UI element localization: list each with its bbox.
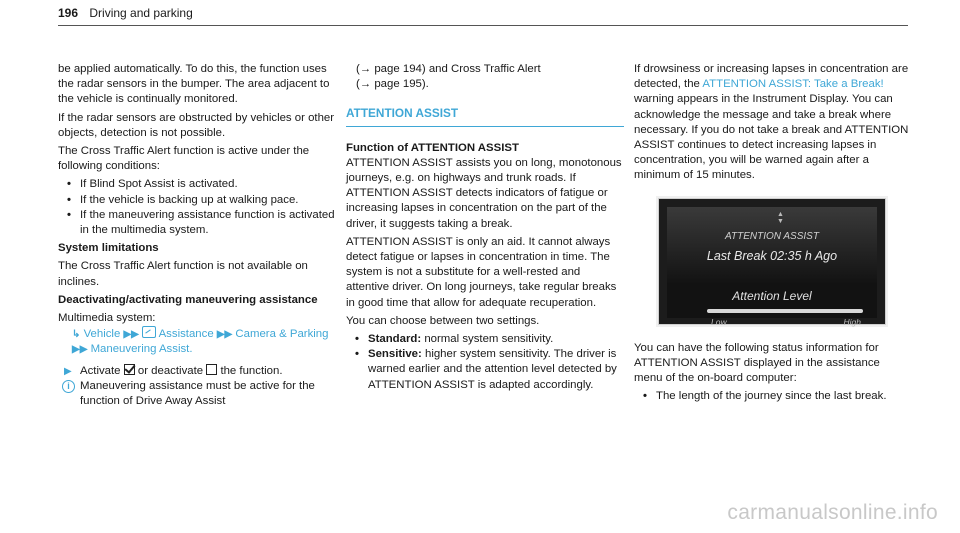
column-2 <box>346 62 624 396</box>
settings-list <box>346 332 624 393</box>
display-level-label: Attention Level <box>732 288 812 303</box>
menu-maneuvering-assist[interactable]: Maneuvering Assist. <box>90 343 193 356</box>
menu-arrow-icon: ↳ <box>72 329 81 341</box>
display-screen <box>667 207 877 327</box>
list-item: • If the vehicle is backing up at walking pace. <box>58 193 336 208</box>
section-title: ATTENTION ASSIST <box>346 106 459 121</box>
display-high-label: High <box>843 316 861 327</box>
display-last-break: Last Break 02:35 h Ago <box>706 248 838 263</box>
warning-message-link: ATTENTION ASSIST: Take a Break! <box>702 78 884 91</box>
list-item: • If the maneuvering assistance function is activated in the multimedia system. <box>67 208 335 237</box>
bullet-icon: • <box>67 178 71 191</box>
step-arrow-icon: ▶ <box>64 365 72 377</box>
checked-box-icon <box>124 364 135 375</box>
bullet-icon: • <box>355 333 359 346</box>
instrument-display-image <box>658 198 886 325</box>
double-chevron-icon: ▶▶ <box>72 344 88 356</box>
empty-box-icon <box>206 364 217 375</box>
display-low-label: Low <box>711 316 727 327</box>
paragraph: The Cross Traffic Alert function is active under the following conditions: <box>58 145 310 173</box>
heading-function: Function of ATTENTION ASSIST <box>346 141 519 154</box>
paragraph: (→ page 195). <box>356 78 429 91</box>
conditions-list <box>58 177 336 238</box>
heading-maneuvering-assistance: Deactivating/activating maneuvering assistance <box>58 293 318 306</box>
car-assist-icon <box>142 326 156 338</box>
paragraph: If the radar sensors are obstructed by vehicles or other objects, detection is not possible. <box>58 111 335 139</box>
menu-assistance[interactable]: Assistance <box>158 328 214 341</box>
attention-level-bar <box>707 309 863 313</box>
watermark: carmanualsonline.info <box>727 501 938 524</box>
paragraph: Multimedia system: <box>58 312 156 325</box>
instruction-step: ▶ Activate or deactivate the function. <box>58 364 336 379</box>
bullet-icon: • <box>355 348 359 361</box>
column-3 <box>634 62 909 407</box>
list-item: • Sensitive: higher system sensitivity. The driver is warned earlier and the attention level detected by ATTENTION ASSIST is adapted accordingly. <box>355 348 617 391</box>
paragraph: The Cross Traffic Alert function is not available on inclines. <box>58 260 308 288</box>
menu-camera-parking[interactable]: Camera & Parking <box>235 328 329 341</box>
section-divider <box>346 126 624 127</box>
heading-system-limitations: System limitations <box>58 242 159 255</box>
menu-path <box>58 326 336 357</box>
paragraph: ATTENTION ASSIST is only an aid. It cannot always detect fatigue or lapses in concentration in time. The system is not a substitute for a well-rested and attentive driver. On long journeys, take regular breaks in good time that allow for adequate recuperation. <box>346 235 617 309</box>
info-note: i Maneuvering assistance must be active for the function of Drive Away Assist <box>58 379 336 409</box>
paragraph: ATTENTION ASSIST assists you on long, monotonous journeys, e.g. on highways and trunk roads. If ATTENTION ASSIST detects indicators of fatigue or increasing lapses in concentration on the part of the driver, it suggests taking a break. <box>346 156 622 230</box>
header-divider <box>58 25 908 26</box>
bullet-icon: • <box>67 208 71 221</box>
paragraph: be applied automatically. To do this, the function uses the radar sensors in the bumper. The area adjacent to the vehicle is continually monitored. <box>58 63 330 106</box>
paragraph: If drowsiness or increasing lapses in concentration are detected, the ATTENTION ASSIST: Take a Break! warning appears in the Instrument Display. You can acknowledge the message and take a break where necessary. If you do not take a break and ATTENTION ASSIST continues to detect increasing lapses in concentration, you will be warned again after a minimum of 15 minutes. <box>634 63 909 182</box>
paragraph: You can have the following status information for ATTENTION ASSIST displayed in the assistance menu of the on-board computer: <box>634 341 880 385</box>
paragraph: You can choose between two settings. <box>346 314 540 327</box>
section-name: Driving and parking <box>89 6 193 20</box>
info-icon: i <box>62 380 75 393</box>
menu-vehicle[interactable]: Vehicle <box>83 328 121 341</box>
scroll-arrows-icon: ▲ ▼ <box>777 210 784 225</box>
list-item: • If Blind Spot Assist is activated. <box>58 177 336 192</box>
list-item: • Standard: normal system sensitivity. <box>346 332 624 347</box>
bullet-icon: • <box>643 390 647 403</box>
double-chevron-icon: ▶▶ <box>123 329 139 341</box>
double-chevron-icon: ▶▶ <box>216 329 233 341</box>
list-item: • The length of the journey since the last break. <box>634 389 909 404</box>
bullet-icon: • <box>67 193 71 206</box>
paragraph: (→ page 194) and Cross Traffic Alert <box>356 63 541 75</box>
page-number: 196 <box>58 6 79 20</box>
column-1 <box>58 62 336 409</box>
page-header <box>58 6 193 20</box>
status-list <box>634 389 909 404</box>
display-title: ATTENTION ASSIST <box>725 230 819 242</box>
